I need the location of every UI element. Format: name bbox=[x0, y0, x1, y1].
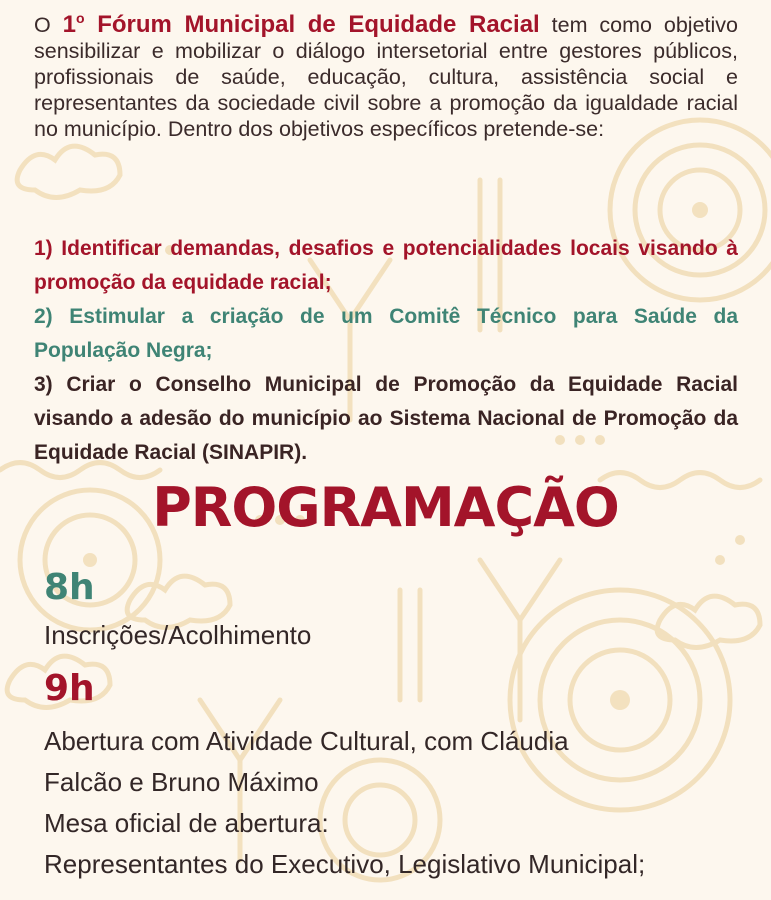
schedule-session-9h bbox=[44, 721, 744, 885]
event-ordinal-sup: o bbox=[76, 10, 85, 26]
event-title bbox=[63, 11, 540, 38]
objective-item-3: 3) Criar o Conselho Municipal de Promoção da Equidade Racial visando a adesão do município ao Sistema Nacional de Promoção da Equidade Racial (SINAPIR). bbox=[34, 373, 738, 464]
intro-prefix: O bbox=[34, 13, 63, 37]
session-line: Inscrições/Acolhimento bbox=[44, 620, 312, 650]
objective-item-1: 1) Identificar demandas, desafios e potencialidades locais visando à promoção da equidade racial; bbox=[34, 237, 738, 294]
intro-body: tem como objetivo sensibilizar e mobilizar o diálogo intersetorial entre gestores públicos, profissionais de saúde, educação, cultura, assistência social e representantes da sociedade civil sobre a promoção da igualdade racial no município. Dentro dos objetivos específicos pretende-se: bbox=[34, 13, 738, 141]
event-title-text: Fórum Municipal de Equidade Racial bbox=[84, 11, 540, 38]
event-ordinal: 1 bbox=[62, 11, 77, 38]
schedule-time-8h: 8h bbox=[44, 567, 95, 608]
schedule-session-8h bbox=[44, 615, 744, 656]
session-line: Representantes do Executivo, Legislativo Municipal; bbox=[44, 849, 646, 879]
objectives-list bbox=[34, 232, 738, 470]
schedule-time-9h: 9h bbox=[44, 668, 95, 709]
session-line: Abertura com Atividade Cultural, com Cláudia bbox=[44, 726, 569, 756]
objective-item-2: 2) Estimular a criação de um Comitê Técnico para Saúde da População Negra; bbox=[34, 305, 738, 362]
session-line: Mesa oficial de abertura: bbox=[44, 808, 329, 838]
programacao-heading: PROGRAMAÇÃO bbox=[152, 476, 619, 539]
intro-paragraph bbox=[34, 12, 738, 142]
session-line: Falcão e Bruno Máximo bbox=[44, 767, 319, 797]
